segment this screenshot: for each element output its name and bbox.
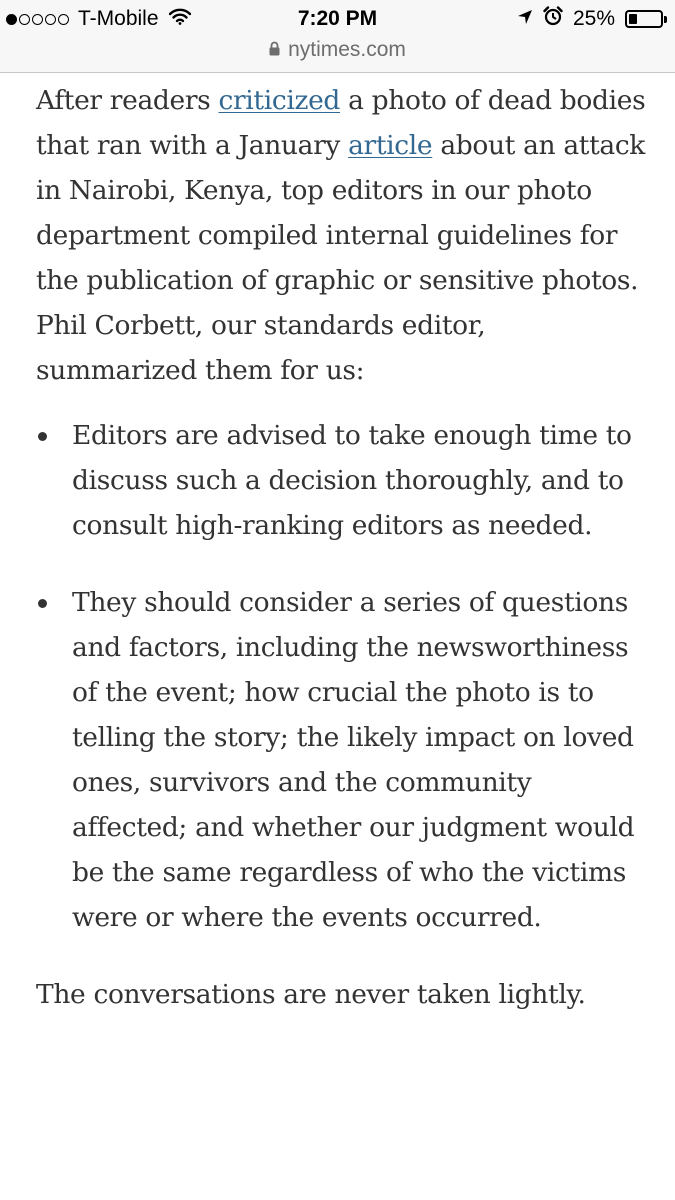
article-link[interactable]: article bbox=[348, 130, 433, 161]
location-arrow-icon bbox=[517, 7, 533, 31]
status-right bbox=[517, 6, 663, 32]
status-time: 7:20 PM bbox=[297, 7, 378, 30]
lock-icon bbox=[269, 38, 280, 62]
guidelines-list bbox=[36, 413, 646, 940]
closing-paragraph: The conversations are never taken lightly. bbox=[36, 979, 586, 1010]
url-bar[interactable] bbox=[0, 36, 675, 64]
alarm-clock-icon bbox=[543, 6, 563, 32]
intro-text-3: about an attack in Nairobi, Kenya, top editors in our photo department compiled internal guidelines for the publication of graphic or sensitive photos. Phil Corbett, our standards editor, summarized them for us: bbox=[36, 130, 646, 386]
battery-tip bbox=[664, 16, 667, 23]
list-item-text: Editors are advised to take enough time to discuss such a decision thoroughly, and to consult high-ranking editors as needed. bbox=[72, 420, 632, 541]
intro-text-1: After readers bbox=[36, 85, 219, 116]
intro-text-2: a photo of dead bodies that ran with a January bbox=[36, 85, 646, 161]
browser-header bbox=[0, 0, 675, 73]
list-item bbox=[36, 413, 646, 548]
bullet-icon bbox=[38, 599, 47, 608]
battery-level bbox=[629, 14, 637, 24]
article-body bbox=[36, 78, 646, 1017]
list-item bbox=[36, 580, 646, 940]
battery-percent: 25% bbox=[572, 7, 615, 30]
battery-icon bbox=[625, 10, 663, 28]
intro-paragraph bbox=[36, 78, 646, 393]
url-domain: nytimes.com bbox=[288, 38, 406, 61]
carrier-name: T-Mobile bbox=[78, 7, 159, 30]
list-item-text: They should consider a series of questions and factors, including the newsworthiness of the event; how crucial the photo is to telling the story; the likely impact on loved ones, survivors and the community affected; and whether our judgment would be the same regardless of who the victims were or where the events occurred. bbox=[72, 587, 635, 933]
bullet-icon bbox=[38, 432, 47, 441]
criticized-link[interactable]: criticized bbox=[218, 85, 341, 116]
